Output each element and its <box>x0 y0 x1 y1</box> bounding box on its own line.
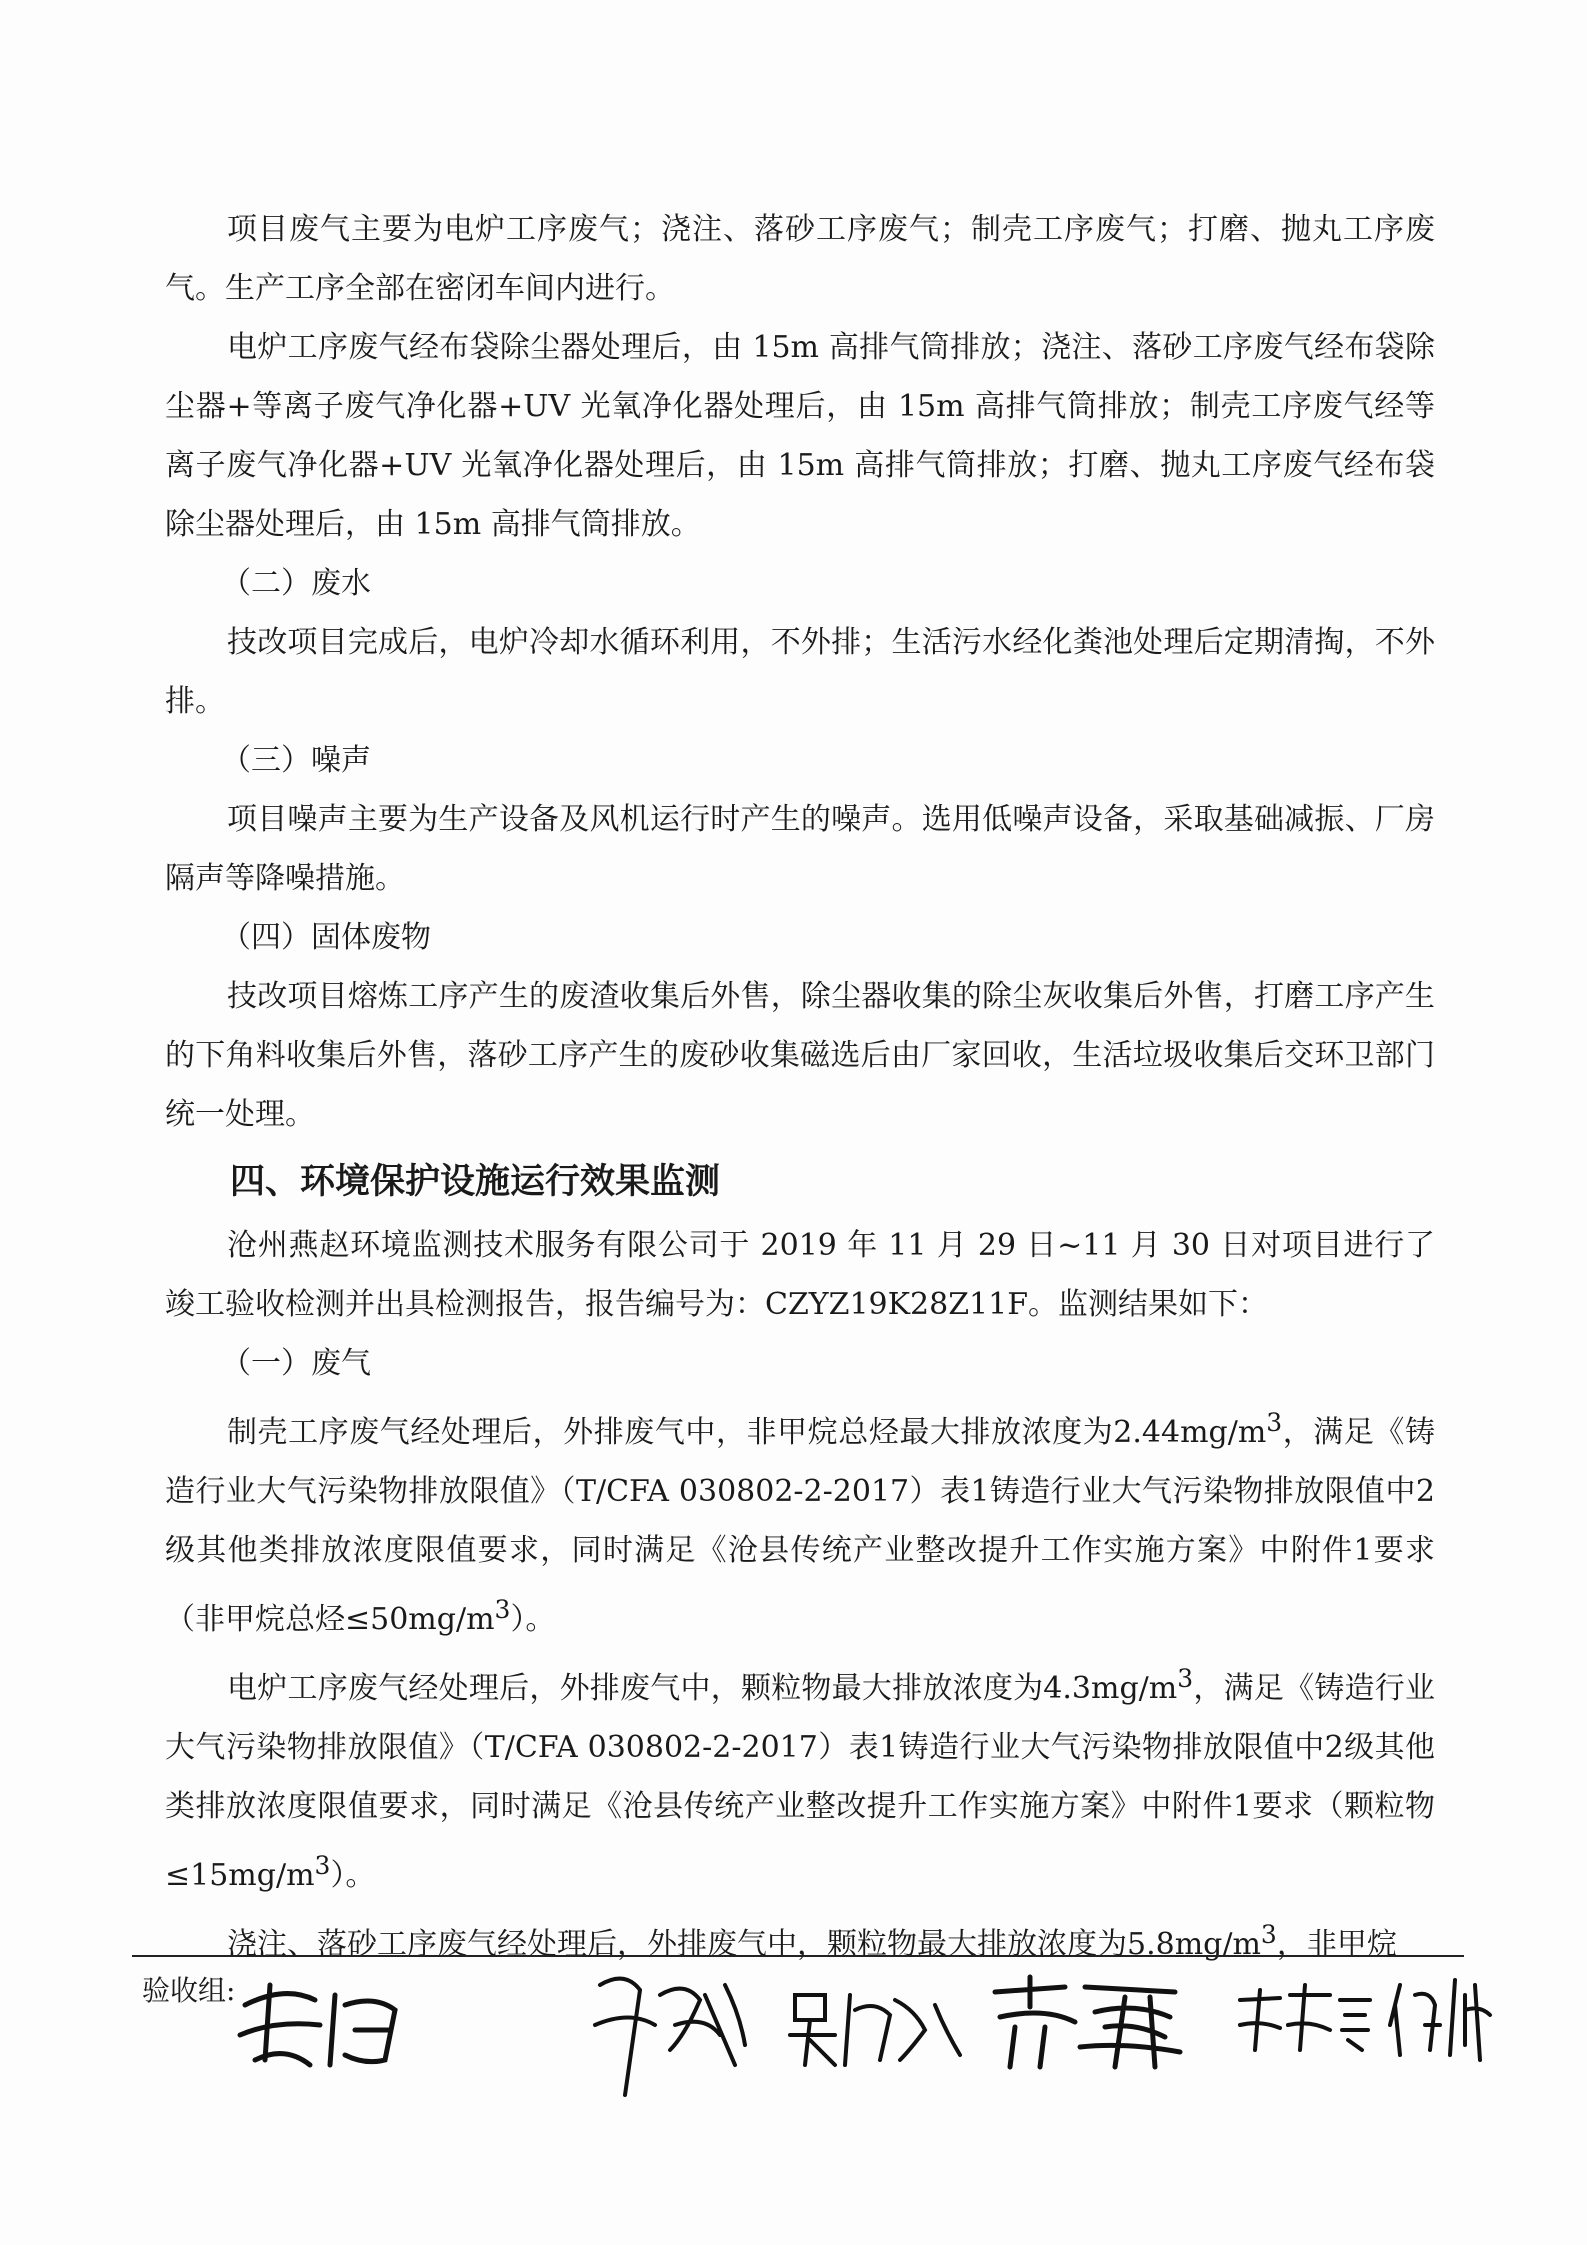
paragraph-solid-waste: 技改项目熔炼工序产生的废渣收集后外售，除尘器收集的除尘灰收集后外售，打磨工序产生的下角料收集后外售，落砂工序产生的废砂收集磁选后由厂家回收，生活垃圾收集后交环卫部门统一处理。 <box>165 979 1435 1132</box>
subheading-waste-gas: （一）废气 <box>221 1346 371 1381</box>
acceptance-group-footer <box>0 1955 1587 2145</box>
document-body <box>165 200 1435 1974</box>
paragraph-furnace-result <box>165 1649 1435 1905</box>
signature-1 <box>225 1965 415 2085</box>
signature-2 <box>585 1955 755 2105</box>
footer-divider <box>132 1955 1464 1957</box>
subheading-solid-waste: （四）固体废物 <box>221 920 431 955</box>
paragraph-waste-gas-sources: 项目废气主要为电炉工序废气；浇注、落砂工序废气；制壳工序废气；打磨、抛丸工序废气。生产工序全部在密闭车间内进行。 <box>165 212 1435 306</box>
acceptance-group-label: 验收组: <box>142 1974 236 2007</box>
section-heading-monitoring: 四、环境保护设施运行效果监测 <box>230 1162 721 1202</box>
subheading-noise: （三）噪声 <box>221 743 371 778</box>
paragraph-monitoring-intro: 沧州燕赵环境监测技术服务有限公司于 2019 年 11 月 29 日~11 月 30 日对项目进行了竣工验收检测并出具检测报告，报告编号为：CZYZ19K28Z11F。监测结果如下： <box>165 1228 1435 1322</box>
paragraph-wastewater: 技改项目完成后，电炉冷却水循环利用，不外排；生活污水经化粪池处理后定期清掏，不外排。 <box>165 625 1435 719</box>
text-segment: ，非甲烷 <box>1276 1927 1397 1962</box>
signature-4 <box>985 1967 1185 2077</box>
text-segment: 浇注、落砂工序废气经处理后，外排废气中，颗粒物最大排放浓度为5.8mg/m <box>227 1927 1261 1962</box>
subheading-wastewater: （二）废水 <box>221 566 371 601</box>
superscript: 3 <box>1260 1920 1277 1949</box>
text-segment: ）。 <box>510 1602 556 1637</box>
signature-5 <box>1230 1980 1380 2060</box>
text-segment: 制壳工序废气经处理后，外排废气中，非甲烷总烃最大排放浓度为2.44mg/m <box>227 1415 1267 1450</box>
text-segment: ，满足《铸造行业大气污染物排放限值》（T/CFA 030802-2-2017）表1铸造行业大气污染物排放限值中2级其他类排放浓度限值要求，同时满足《沧县传统产业整改提升工作实施方案》中附件1要求（非甲烷总烃≤50mg/m <box>165 1415 1435 1637</box>
superscript: 3 <box>314 1851 331 1880</box>
superscript: 3 <box>494 1595 511 1624</box>
paragraph-noise: 项目噪声主要为生产设备及风机运行时产生的噪声。选用低噪声设备，采取基础减振、厂房隔声等降噪措施。 <box>165 802 1435 896</box>
text-segment: ）。 <box>330 1858 376 1893</box>
text-segment: ，满足《铸造行业大气污染物排放限值》（T/CFA 030802-2-2017）表1铸造行业大气污染物排放限值中2级其他类排放浓度限值要求，同时满足《沧县传统产业整改提升工作实施方案》中附件1要求（颗粒物≤15mg/m <box>165 1671 1436 1893</box>
paragraph-waste-gas-treatment: 电炉工序废气经布袋除尘器处理后，由 15m 高排气筒排放；浇注、落砂工序废气经布袋除尘器+等离子废气净化器+UV 光氧净化器处理后，由 15m 高排气筒排放；制壳工序废气经等离子废气净化器+UV 光氧净化器处理后，由 15m 高排气筒排放；打磨、抛丸工序废气经布袋除尘器处理后，由 15m 高排气筒排放。 <box>165 330 1435 542</box>
superscript: 3 <box>1266 1408 1283 1437</box>
superscript: 3 <box>1177 1664 1194 1693</box>
signature-6 <box>1380 1970 1500 2065</box>
text-segment: 电炉工序废气经处理后，外排废气中，颗粒物最大排放浓度为4.3mg/m <box>227 1671 1178 1706</box>
signature-3 <box>785 1975 965 2075</box>
paragraph-shell-making-result <box>165 1393 1435 1649</box>
